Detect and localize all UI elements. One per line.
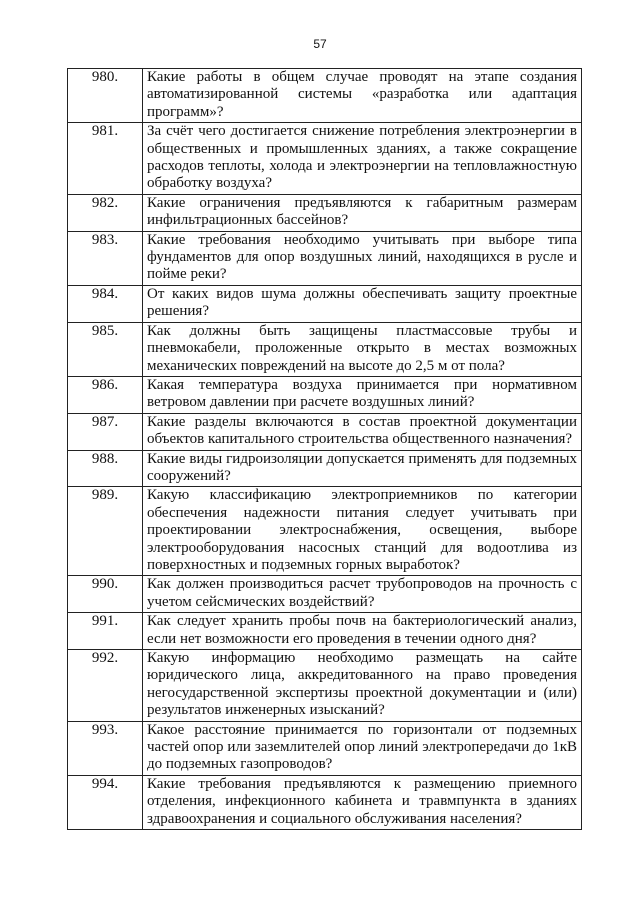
question-number: 992. bbox=[68, 650, 143, 722]
question-number: 989. bbox=[68, 487, 143, 576]
question-text: Какие требования необходимо учитывать при выборе типа фундаментов для опор воздушных линий, находящихся в русле и пойме реки? bbox=[143, 231, 582, 285]
question-number: 993. bbox=[68, 721, 143, 775]
question-text: Какие ограничения предъявляются к габаритным размерам инфильтрационных бассейнов? bbox=[143, 194, 582, 231]
question-text: Какую классификацию электроприемников по категории обеспечения надежности питания следует учитывать при проектировании электроснабжения, освещения, выборе электрооборудования насосных станций для водоотлива из поверхностных и подземных горных выработок? bbox=[143, 487, 582, 576]
question-text: Как должны быть защищены пластмассовые трубы и пневмокабели, проложенные открыто в местах возможных механических повреждений на высоте до 2,5 м от пола? bbox=[143, 322, 582, 376]
question-row bbox=[68, 613, 582, 650]
question-number: 980. bbox=[68, 69, 143, 123]
question-text: Какие требования предъявляются к размещению приемного отделения, инфекционного кабинета и травмпункта в зданиях здравоохранения и социального обслуживания населения? bbox=[143, 775, 582, 829]
questions-table-body bbox=[68, 69, 582, 830]
question-row bbox=[68, 376, 582, 413]
question-row bbox=[68, 650, 582, 722]
question-text: За счёт чего достигается снижение потребления электроэнергии в общественных и промышленных зданиях, а также сокращение расходов теплоты, холода и электроэнергии на тепловлажностную обработку воздуха? bbox=[143, 123, 582, 195]
question-number: 986. bbox=[68, 376, 143, 413]
question-row bbox=[68, 576, 582, 613]
question-row bbox=[68, 285, 582, 322]
question-text: Какие разделы включаются в состав проектной документации объектов капитального строительства общественного назначения? bbox=[143, 413, 582, 450]
question-row bbox=[68, 450, 582, 487]
question-text: Какие виды гидроизоляции допускается применять для подземных сооружений? bbox=[143, 450, 582, 487]
question-number: 991. bbox=[68, 613, 143, 650]
question-row bbox=[68, 231, 582, 285]
question-row bbox=[68, 123, 582, 195]
question-number: 983. bbox=[68, 231, 143, 285]
question-text: Какие работы в общем случае проводят на этапе создания автоматизированной системы «разработка или адаптация программ»? bbox=[143, 69, 582, 123]
question-row bbox=[68, 322, 582, 376]
page-number: 57 bbox=[313, 37, 327, 51]
question-text: Как должен производиться расчет трубопроводов на прочность с учетом сейсмических воздействий? bbox=[143, 576, 582, 613]
question-number: 987. bbox=[68, 413, 143, 450]
question-row bbox=[68, 487, 582, 576]
question-number: 994. bbox=[68, 775, 143, 829]
questions-table bbox=[67, 68, 582, 830]
question-row bbox=[68, 775, 582, 829]
question-number: 985. bbox=[68, 322, 143, 376]
question-row bbox=[68, 194, 582, 231]
question-text: Какая температура воздуха принимается при нормативном ветровом давлении при расчете воздушных линий? bbox=[143, 376, 582, 413]
question-text: От каких видов шума должны обеспечивать защиту проектные решения? bbox=[143, 285, 582, 322]
question-number: 990. bbox=[68, 576, 143, 613]
question-number: 981. bbox=[68, 123, 143, 195]
question-text: Какое расстояние принимается по горизонтали от подземных частей опор или заземлителей опор линий электропередачи до 1кВ до подземных газопроводов? bbox=[143, 721, 582, 775]
question-row bbox=[68, 721, 582, 775]
question-text: Какую информацию необходимо размещать на сайте юридического лица, аккредитованного на право проведения негосударственной экспертизы проектной документации и (или) результатов инженерных изысканий? bbox=[143, 650, 582, 722]
question-row bbox=[68, 413, 582, 450]
question-number: 982. bbox=[68, 194, 143, 231]
question-number: 984. bbox=[68, 285, 143, 322]
question-text: Как следует хранить пробы почв на бактериологический анализ, если нет возможности его проведения в течении одного дня? bbox=[143, 613, 582, 650]
question-row bbox=[68, 69, 582, 123]
question-number: 988. bbox=[68, 450, 143, 487]
